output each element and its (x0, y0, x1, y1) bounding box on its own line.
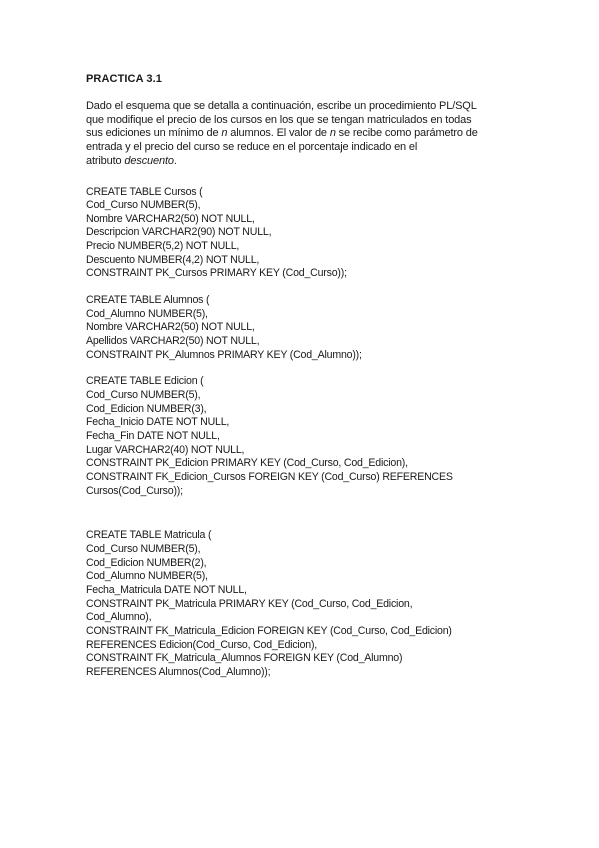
sql-line: CREATE TABLE Alumnos ( (86, 294, 210, 307)
sql-line: Descripcion VARCHAR2(90) NOT NULL, (86, 226, 272, 239)
sql-matricula-block (86, 529, 526, 679)
sql-line: CREATE TABLE Edicion ( (86, 375, 204, 388)
sql-line: Cursos(Cod_Curso)); (86, 484, 183, 497)
sql-line: Cod_Curso NUMBER(5), (86, 199, 201, 212)
sql-line: CONSTRAINT PK_Edicion PRIMARY KEY (Cod_Curso, Cod_Edicion), (86, 457, 408, 470)
exercise-statement (86, 100, 526, 169)
sql-line: CONSTRAINT PK_Matricula PRIMARY KEY (Cod_Curso, Cod_Edicion, (86, 597, 413, 610)
statement-line: atributo descuento. (86, 154, 177, 167)
sql-line: Fecha_Fin DATE NOT NULL, (86, 430, 220, 443)
sql-line: Cod_Alumno NUMBER(5), (86, 307, 208, 320)
sql-line: Lugar VARCHAR2(40) NOT NULL, (86, 443, 245, 456)
statement-line: Dado el esquema que se detalla a continuación, escribe un procedimiento PL/SQL (86, 100, 477, 112)
document-title: PRACTICA 3.1 (86, 73, 162, 85)
sql-line: Fecha_Matricula DATE NOT NULL, (86, 583, 247, 596)
sql-line: Precio NUMBER(5,2) NOT NULL, (86, 240, 240, 253)
sql-line: Apellidos VARCHAR2(50) NOT NULL, (86, 335, 260, 348)
statement-line: entrada y el precio del curso se reduce en el porcentaje indicado en el (86, 141, 418, 154)
sql-line: REFERENCES Edicion(Cod_Curso, Cod_Edicion), (86, 638, 318, 651)
sql-line: CREATE TABLE Cursos ( (86, 185, 203, 198)
sql-line: Cod_Alumno), (86, 611, 152, 624)
sql-line: Cod_Edicion NUMBER(3), (86, 402, 207, 415)
sql-line: Nombre VARCHAR2(50) NOT NULL, (86, 321, 255, 334)
sql-edicion-block (86, 375, 526, 498)
sql-cursos-block (86, 186, 526, 282)
sql-line: Fecha_Inicio DATE NOT NULL, (86, 416, 230, 429)
sql-line: CONSTRAINT FK_Matricula_Alumnos FOREIGN KEY (Cod_Alumno) (86, 652, 403, 665)
sql-alumnos-block (86, 294, 526, 362)
statement-line: sus ediciones un mínimo de n alumnos. El valor de n se recibe como parámetro de (86, 127, 478, 140)
sql-line: Cod_Curso NUMBER(5), (86, 542, 201, 555)
sql-line: REFERENCES Alumnos(Cod_Alumno)); (86, 665, 271, 678)
sql-line: Nombre VARCHAR2(50) NOT NULL, (86, 212, 255, 225)
sql-line: CONSTRAINT PK_Cursos PRIMARY KEY (Cod_Curso)); (86, 267, 347, 280)
sql-line: CONSTRAINT PK_Alumnos PRIMARY KEY (Cod_Alumno)); (86, 348, 362, 361)
statement-line: que modifique el precio de los cursos en los que se tengan matriculados en todas (86, 113, 472, 126)
sql-line: Descuento NUMBER(4,2) NOT NULL, (86, 253, 260, 266)
sql-line: CONSTRAINT FK_Edicion_Cursos FOREIGN KEY (Cod_Curso) REFERENCES (86, 470, 453, 483)
sql-line: Cod_Edicion NUMBER(2), (86, 556, 207, 569)
sql-line: Cod_Alumno NUMBER(5), (86, 570, 208, 583)
sql-line: Cod_Curso NUMBER(5), (86, 389, 201, 402)
sql-line: CONSTRAINT FK_Matricula_Edicion FOREIGN KEY (Cod_Curso, Cod_Edicion) (86, 624, 452, 637)
document-page (86, 72, 526, 680)
sql-line: CREATE TABLE Matricula ( (86, 529, 212, 542)
